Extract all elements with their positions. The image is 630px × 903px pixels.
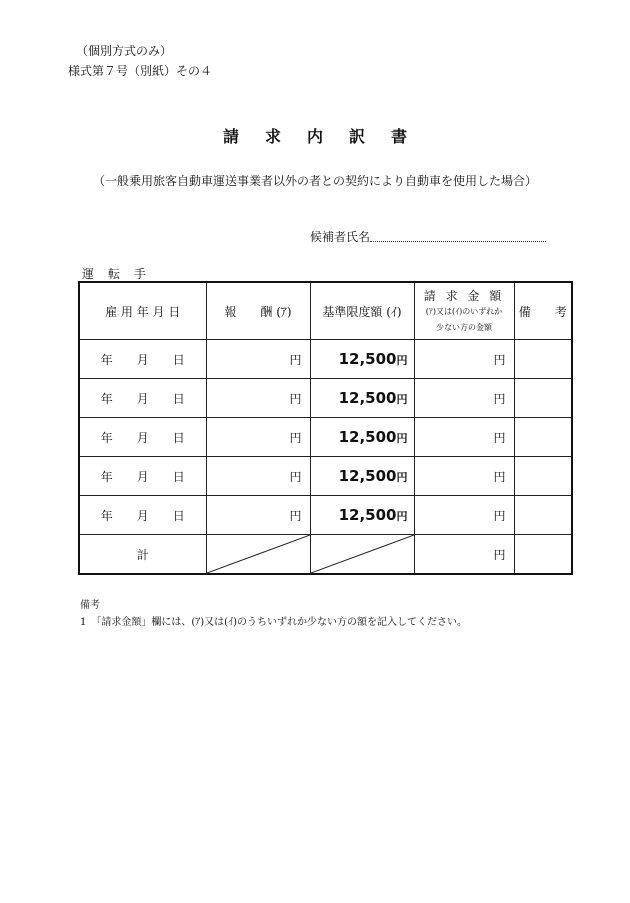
standard-limit-cell (310, 457, 414, 496)
request-amount-cell[interactable]: 円 (414, 379, 514, 418)
form-number: 様式第７号（別紙）その４ (68, 64, 213, 78)
standard-limit-cell (310, 340, 414, 379)
total-standard-cell-slashed (310, 535, 414, 575)
table-row (79, 457, 572, 496)
standard-limit-unit: 円 (396, 471, 408, 484)
employment-date-cell[interactable]: 年 月 日 (79, 418, 206, 457)
request-amount-note-2: 少ない方の金額 (436, 322, 492, 332)
total-request-amount-cell[interactable]: 円 (414, 535, 514, 575)
notes-heading: 備考 (80, 600, 100, 611)
pay-cell[interactable]: 円 (206, 340, 310, 379)
standard-limit-unit: 円 (396, 510, 408, 523)
remarks-cell[interactable] (514, 418, 572, 457)
standard-limit-value: 12,500 (338, 389, 397, 407)
remarks-cell[interactable] (514, 379, 572, 418)
standard-limit-cell (310, 496, 414, 535)
notes-item: 1 「請求金額」欄には、(ｱ)又は(ｲ)のうちいずれか少ない方の額を記入してください。 (80, 617, 467, 628)
total-row (79, 535, 572, 575)
standard-limit-value: 12,500 (338, 506, 397, 524)
header-date: 雇 用 年 月 日 (79, 282, 206, 340)
candidate-name-label: 候補者氏名 (310, 230, 371, 244)
total-label: 計 (79, 535, 206, 575)
pay-cell[interactable]: 円 (206, 379, 310, 418)
pay-cell[interactable]: 円 (206, 418, 310, 457)
table-header-row (79, 282, 572, 340)
table-row (79, 379, 572, 418)
remarks-cell[interactable] (514, 457, 572, 496)
employment-date-cell[interactable]: 年 月 日 (79, 379, 206, 418)
standard-limit-cell (310, 418, 414, 457)
request-amount-cell[interactable]: 円 (414, 418, 514, 457)
request-amount-note-1: (ｱ)又は(ｲ)のいずれか (425, 306, 503, 316)
request-amount-cell[interactable]: 円 (414, 496, 514, 535)
diagonal-slash (311, 535, 414, 573)
standard-limit-value: 12,500 (338, 350, 397, 368)
request-amount-title: 請 求 金 額 (423, 288, 505, 303)
document-title: 請求内訳書 (222, 127, 433, 146)
table-row (79, 496, 572, 535)
standard-limit-unit: 円 (396, 432, 408, 445)
candidate-name-field[interactable] (370, 241, 546, 242)
standard-limit-value: 12,500 (338, 467, 397, 485)
table-row (79, 418, 572, 457)
invoice-breakdown-table (78, 281, 573, 575)
employment-date-cell[interactable]: 年 月 日 (79, 457, 206, 496)
total-pay-cell-slashed (206, 535, 310, 575)
form-header-line1: （個別方式のみ） (76, 44, 173, 58)
standard-limit-unit: 円 (396, 393, 408, 406)
request-amount-cell[interactable]: 円 (414, 457, 514, 496)
standard-limit-unit: 円 (396, 354, 408, 367)
header-remarks: 備 考 (514, 282, 572, 340)
request-amount-cell[interactable]: 円 (414, 340, 514, 379)
header-request-amount (414, 282, 514, 340)
remarks-cell[interactable] (514, 340, 572, 379)
remarks-cell[interactable] (514, 496, 572, 535)
header-pay: 報 酬 (ｱ) (206, 282, 310, 340)
standard-limit-cell (310, 379, 414, 418)
employment-date-cell[interactable]: 年 月 日 (79, 496, 206, 535)
table-row (79, 340, 572, 379)
header-standard-limit: 基準限度額 (ｲ) (310, 282, 414, 340)
employment-date-cell[interactable]: 年 月 日 (79, 340, 206, 379)
total-remarks-cell[interactable] (514, 535, 572, 575)
standard-limit-value: 12,500 (338, 428, 397, 446)
document-subtitle: （一般乗用旅客自動車運送事業者以外の者との契約により自動車を使用した場合） (92, 174, 537, 188)
pay-cell[interactable]: 円 (206, 496, 310, 535)
diagonal-slash (207, 535, 310, 573)
pay-cell[interactable]: 円 (206, 457, 310, 496)
driver-label: 運転手 (82, 267, 161, 281)
